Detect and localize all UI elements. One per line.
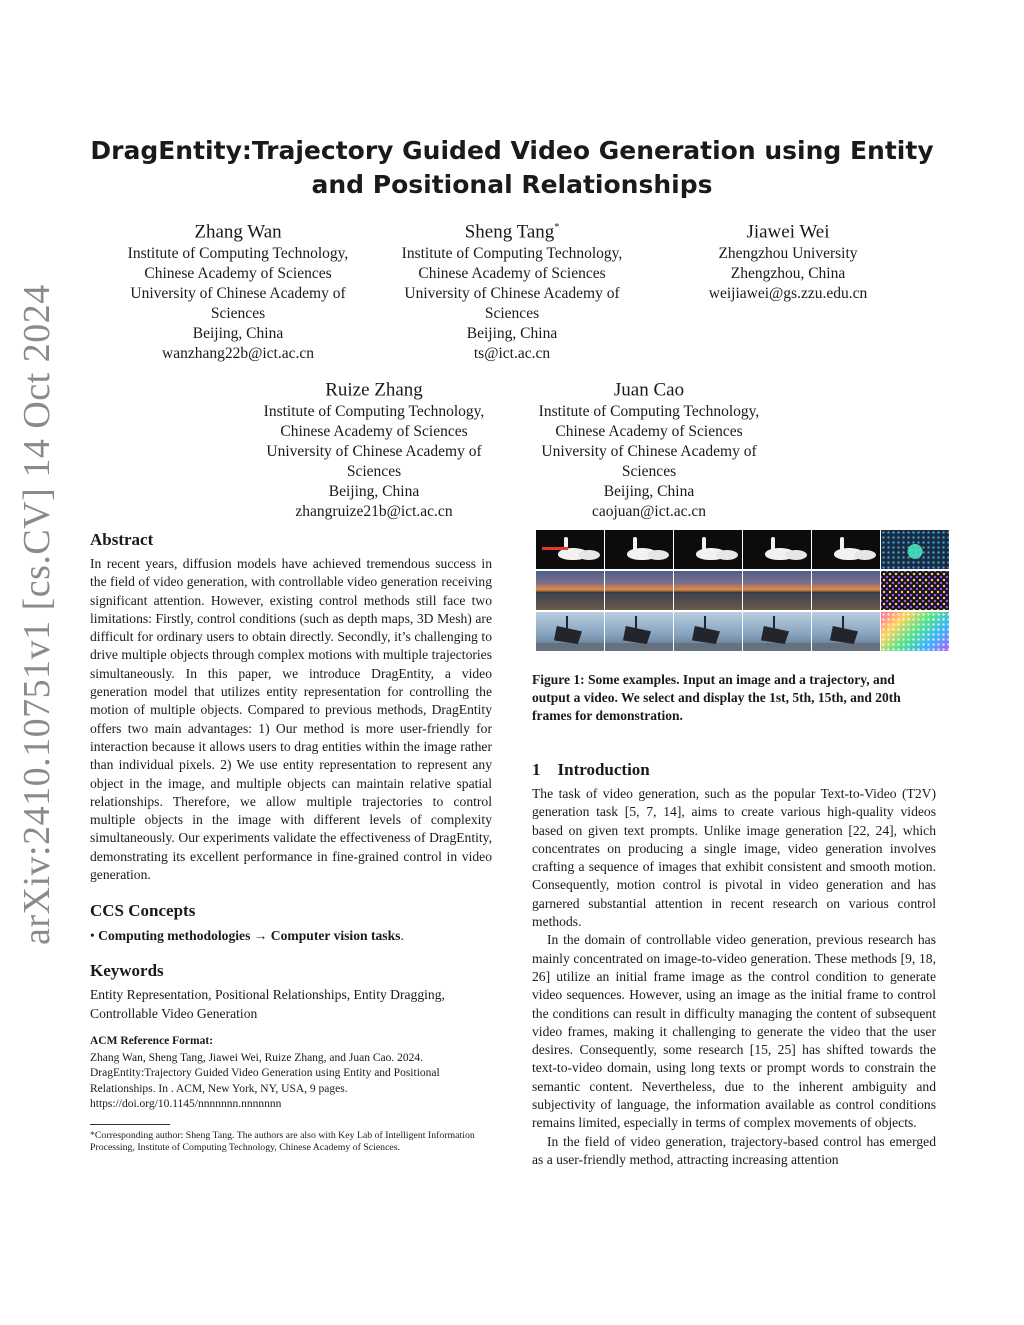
figure-frame [536,612,604,651]
ccs-concepts: • Computing methodologies → Computer vision tasks. [90,928,404,944]
figure-frame [812,612,880,651]
figure-frame [812,571,880,610]
author-affiliation: Chinese Academy of Sciences [280,423,468,441]
author-affiliation: Chinese Academy of Sciences [555,423,743,441]
figure-trajectory-map [881,571,949,610]
figure-frame [536,571,604,610]
author-affiliation: Zhengzhou University [718,245,858,263]
author-affiliation: Chinese Academy of Sciences [418,265,606,283]
author-affiliation: Institute of Computing Technology, [538,403,760,421]
author-block [246,374,502,522]
footnote-divider [90,1124,170,1125]
author-location: Beijing, China [603,483,695,501]
intro-paragraph: In the domain of controllable video generation, previous research has mainly concentrated on image-to-video generation. These methods [9, 18, 26] utilize an initial frame image as the control condition to generate video sequences. However, using an image as the initial frame to control the conditions can result in difficulty managing the content of subsequent video frames, making it challenging to generate the video that the user desires. Consequently, some research [15, 25] has shifted towards the text-to-video domain, using long texts or prompt words to constrain the semantic content. Nevertheless, due to the inherent ambiguity and subjectivity of language, the information available as control conditions remains limited, especially in terms of complex movements of objects. [532,932,936,1131]
author-affiliation: Sciences [484,305,540,323]
author-email: wanzhang22b@ict.ac.cn [162,345,314,363]
author-email: caojuan@ict.ac.cn [591,503,707,521]
acm-reference-text: Zhang Wan, Sheng Tang, Jiawei Wei, Ruize Zhang, and Juan Cao. 2024. DragEntity:Trajectory Guided Video Generation using Entity and Positional Relationships. In . ACM, New York, NY, USA, 9 pages. https://doi.org/10.1145/nnnnnnn.nnnnnnn [90,1051,440,1111]
ccs-heading: CCS Concepts [90,901,196,921]
paper-title: DragEntity:Trajectory Guided Video Generation using Entity and Positional Relationships [90,136,934,199]
author-affiliation: University of Chinese Academy of [130,285,346,303]
author-affiliation: Institute of Computing Technology, [401,245,623,263]
footnote: *Corresponding author: Sheng Tang. The authors are also with Key Lab of Intelligent Information Processing, Institute of Computing Technology, Chinese Academy of Sciences. [90,1129,475,1154]
abstract-text: In recent years, diffusion models have achieved tremendous success in the field of video generation, with controllable video generation receiving significant attention. However, existing control methods still face two limitations: Firstly, control conditions (such as depth maps, 3D Mesh) are difficult for ordinary users to obtain directly. Secondly, it’s challenging to drive multiple objects through complex motions with multiple trajectories simultaneously. In this paper, we introduce DragEntity, a video generation model that utilizes entity representation for controlling the motion of multiple objects. Compared to previous methods, DragEntity offers two main advantages: 1) Our method is more user-friendly for interaction because it allows users to drag entities within the image rather than individual pixels. 2) We use entity representation to represent any object in the image, and multiple objects can maintain relative spatial relationships. Therefore, we allow multiple trajectories to control multiple objects in the image with different levels of complexity simultaneously. Our experiments validate the effectiveness of DragEntity, demonstrating its excellent performance in fine-grained control in video generation. [90,556,492,883]
figure-trajectory-map [881,530,949,569]
intro-paragraph: In the field of video generation, trajectory-based control has emerged as a user-friendly method, attracting increasing attention [532,1133,936,1167]
author-affiliation: Institute of Computing Technology, [263,403,485,421]
author-block [384,216,640,364]
left-column [90,529,492,1155]
author-affiliation: University of Chinese Academy of [404,285,620,303]
keywords-text: Entity Representation, Positional Relationships, Entity Dragging, Controllable Video Generation [90,987,445,1021]
keywords-heading: Keywords [90,961,164,981]
figure-frame [605,530,673,569]
figure-trajectory-map [881,612,949,651]
author-affiliation: Chinese Academy of Sciences [144,265,332,283]
figure-frame [536,530,604,569]
figure-frame [674,530,742,569]
arxiv-stamp: arXiv:2410.10751v1 [cs.CV] 14 Oct 2024 [16,284,58,945]
author-block [110,216,366,364]
figure-frame [812,530,880,569]
author-name: Jiawei Wei [746,221,830,243]
introduction-heading: 1 Introduction [532,760,650,779]
author-location: Beijing, China [466,325,558,343]
figure-frame [743,530,811,569]
author-location: Beijing, China [192,325,284,343]
right-column [532,759,936,1169]
author-location: Beijing, China [328,483,420,501]
author-email: zhangruize21b@ict.ac.cn [295,503,453,521]
author-affiliation: Sciences [346,463,402,481]
figure-caption: Figure 1: Some examples. Input an image and a trajectory, and output a video. We select and display the 1st, 5th, 15th, and 20th frames for demonstration. [532,672,901,724]
author-name: Zhang Wan [194,221,282,243]
author-name: Sheng Tang* [464,221,560,243]
author-affiliation: Sciences [621,463,677,481]
author-affiliation: University of Chinese Academy of [266,443,482,461]
author-email: weijiawei@gs.zzu.edu.cn [708,285,868,303]
intro-paragraph: The task of video generation, such as the popular Text-to-Video (T2V) generation task [5, 7, 14], aims to create various high-quality videos based on given text prompts. Unlike image generation [22, 24], which concentrates on producing a single image, video generation involves crafting a sequence of images that exhibit consistent and smooth motion. Consequently, motion control is pivotal in video generation and has garnered substantial attention in recent research on various control methods. [532,786,936,930]
author-affiliation: Sciences [210,305,266,323]
author-affiliation: Institute of Computing Technology, [127,245,349,263]
author-email: ts@ict.ac.cn [473,345,551,363]
abstract-heading: Abstract [90,530,154,549]
author-name: Juan Cao [613,379,685,401]
author-location: Zhengzhou, China [730,265,846,283]
figure-1 [536,530,950,654]
figure-frame [743,612,811,651]
figure-frame [605,612,673,651]
figure-frame [674,612,742,651]
figure-frame [605,571,673,610]
author-block [521,374,777,522]
figure-frame [743,571,811,610]
author-affiliation: University of Chinese Academy of [541,443,757,461]
figure-frame [674,571,742,610]
author-block [660,216,916,304]
acm-reference-heading: ACM Reference Format: [90,1034,214,1047]
author-name: Ruize Zhang [325,379,423,401]
